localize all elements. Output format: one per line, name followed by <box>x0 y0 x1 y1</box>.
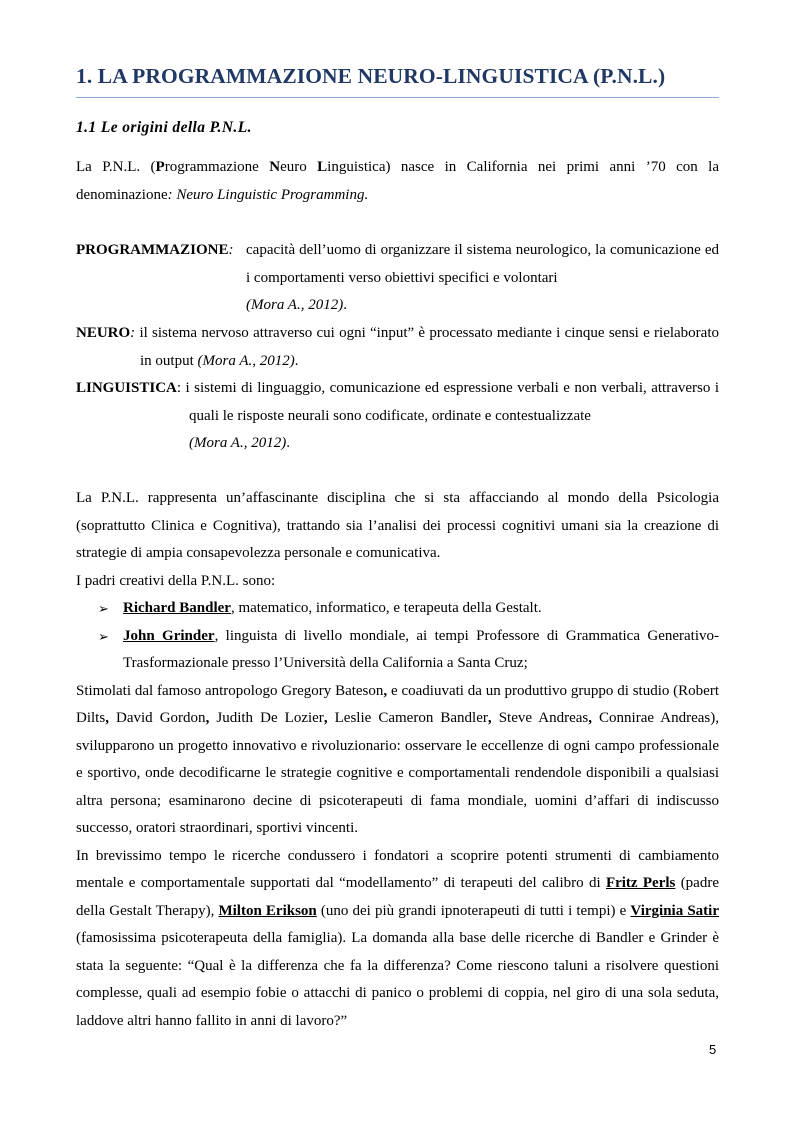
arrow-bullet-icon: ➢ <box>98 601 109 616</box>
definition-programmazione: PROGRAMMAZIONE: capacità dell’uomo di organizzare il sistema neurologico, la comunicazione ed i comportamenti verso obiettivi specifici e volontari (Mora A., 2012). <box>76 242 719 313</box>
definition-text: capacità dell’uomo di organizzare il sistema neurologico, la comunicazione ed i comportamenti verso obiettivi specifici e volontari <box>246 242 719 286</box>
intro-paragraph: La P.N.L. (Programmazione Neuro Linguistica) nasce in California nei primi anni ’70 con la denominazione: Neuro Linguistic Programming. <box>76 159 719 203</box>
definition-term: NEURO <box>76 325 131 341</box>
arrow-bullet-icon: ➢ <box>98 628 109 644</box>
definition-text: il sistema nervoso attraverso cui ogni “input” è processato mediante i cinque sensi e rielaborato in output <box>139 325 720 369</box>
list-item: ➢ John Grinder, linguista di livello mondiale, ai tempi Professore di Grammatica Generativo-Trasformazionale presso l’Università della California a Santa Cruz; <box>76 623 719 678</box>
chapter-heading: 1. LA PROGRAMMAZIONE NEURO-LINGUISTICA (P.N.L.) <box>76 64 719 98</box>
body-text <box>76 485 719 1035</box>
section-heading: 1.1 Le origini della P.N.L. <box>76 119 252 136</box>
page-number: 5 <box>709 1042 717 1057</box>
definition-ref: (Mora A., 2012) <box>246 297 344 313</box>
list-item: ➢ Richard Bandler, matematico, informatico, e terapeuta della Gestalt. <box>76 595 719 623</box>
definition-ref: (Mora A., 2012) <box>189 435 287 451</box>
founders-list <box>76 595 719 678</box>
definition-text: i sistemi di linguaggio, comunicazione ed espressione verbali e non verbali, attraverso i quali le risposte neurali sono codificate, ordinate e contestualizzate <box>185 380 719 424</box>
paragraph: Stimolati dal famoso antropologo Gregory Bateson, e coadiuvati da un produttivo gruppo di studio (Robert Dilts, David Gordon, Judith De Lozier, Leslie Cameron Bandler, Steve Andreas, Connirae Andreas), svilupparono un progetto innovativo e rivoluzionario: osservare le eccellenze di ogni campo professionale e sportivo, onde decodificarne le strategie cognitive e comportamentali rendendole disponibili a qualsiasi altra persona; esaminarono decine di psicoterapeuti di fama mondiale, uomini d’affari di indiscusso successo, oratori straordinari, sportivi vincenti. <box>76 682 720 836</box>
paragraph: In brevissimo tempo le ricerche condussero i fondatori a scoprire potenti strumenti di cambiamento mentale e comportamentale supportati dal “modellamento” di terapeuti del calibro di Fritz Perls (padre della Gestalt Therapy), Milton Erikson (uno dei più grandi ipnoterapeuti di tutti i tempi) e Virginia Satir (famosissima psicoterapeuta della famiglia). La domanda alla base delle ricerche di Bandler e Grinder è stata la seguente: “Qual è la differenza che fa la differenza? Come riescono taluni a risolvere questioni complesse, quali ad esempio fobie o attacchi di panico o problemi di coppia, nel giro di una sola seduta, laddove altri hanno fallito in anni di lavoro?” <box>76 847 719 1029</box>
definition-neuro: NEURO: il sistema nervoso attraverso cui ogni “input” è processato mediante i cinque sensi e rielaborato in output (Mora A., 2012). <box>76 325 720 369</box>
definition-term: PROGRAMMAZIONE <box>76 242 229 258</box>
definition-term: LINGUISTICA <box>76 380 177 396</box>
definition-ref: (Mora A., 2012) <box>197 352 295 369</box>
paragraph: I padri creativi della P.N.L. sono: <box>76 572 276 589</box>
definition-linguistica: LINGUISTICA: i sistemi di linguaggio, comunicazione ed espressione verbali e non verbali, attraverso i quali le risposte neurali sono codificate, ordinate e contestualizzate (Mora A., 2012). <box>76 380 719 451</box>
paragraph: La P.N.L. rappresenta un’affascinante disciplina che si sta affacciando al mondo della Psicologia (soprattutto Clinica e Cognitiva), trattando sia l’analisi dei processi cognitivi umani sia la creazione di strategie di ampia consapevolezza personale e comunicativa. <box>76 490 719 561</box>
